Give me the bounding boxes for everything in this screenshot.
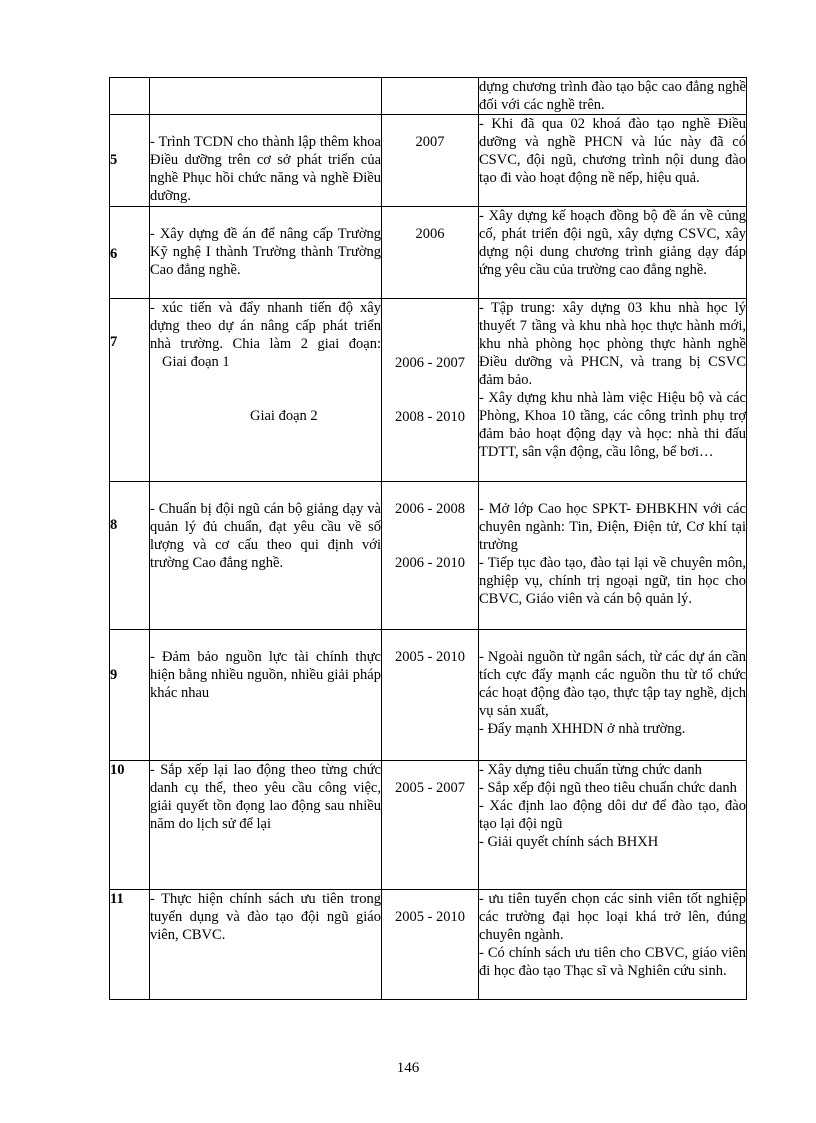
row-number: 9	[110, 630, 150, 761]
time-period: 2006 - 2010	[394, 555, 466, 571]
action-item: - Giải quyết chính sách BHXH	[479, 834, 659, 850]
task-cell: - Chuẩn bị đội ngũ cán bộ giảng dạy và quản lý đủ chuẩn, đạt yêu cầu về số lượng và cơ cấu theo qui định với trường Cao đẳng nghề.	[150, 482, 382, 630]
task-cell: - Đảm bảo nguồn lực tài chính thực hiện bằng nhiều nguồn, nhiều giải pháp khác nhau	[150, 630, 382, 761]
action-item: - ưu tiên tuyển chọn các sinh viên tốt nghiệp các trường đại học loại khá trở lên, đúng chuyên ngành.	[479, 891, 746, 943]
task-cell	[150, 299, 382, 482]
time-period: 2005 - 2007	[394, 780, 466, 796]
actions-cell	[479, 761, 747, 890]
action-item: - Xây dựng khu nhà làm việc Hiệu bộ và các Phòng, Khoa 10 tầng, các công trình phụ trợ đảm bảo hoạt động dạy và học: nhà thi đấu TDTT, sân vận động, cầu lông, bể bơi…	[479, 390, 746, 460]
table-row	[110, 207, 747, 299]
action-item: - Tập trung: xây dựng 03 khu nhà học lý thuyết 7 tầng và khu nhà học thực hành mới, khu nhà phòng học phòng thực hành nghề Điều dưỡng và PHCN, và trang bị CSVC đảm bảo.	[479, 300, 746, 388]
task-cell: - Xây dựng đề án để nâng cấp Trường Kỹ nghệ I thành Trường thành Trường Cao đẳng nghề.	[150, 207, 382, 299]
time-cell	[382, 890, 479, 1000]
action-item: - Đẩy mạnh XHHDN ở nhà trường.	[479, 721, 686, 737]
time-cell	[382, 78, 479, 115]
action-item: - Mở lớp Cao học SPKT- ĐHBKHN với các chuyên ngành: Tin, Điện, Điện tử, Cơ khí tại trường	[479, 501, 746, 553]
actions-cell	[479, 482, 747, 630]
action-item: - Xác định lao động dôi dư để đào tạo, đào tạo lại đội ngũ	[479, 798, 746, 832]
row-number: 11	[110, 890, 150, 1000]
time-period: 2007	[415, 134, 445, 150]
actions-cell	[479, 890, 747, 1000]
task-text: - xúc tiến và đẩy nhanh tiến độ xây dựng theo dự án nâng cấp phát triển nhà trường. Chia làm 2 giai đoạn:	[150, 300, 381, 352]
actions-cell: - Xây dựng kế hoạch đồng bộ đề án về củng cố, phát triển đội ngũ, xây dựng CSVC, xây dựng nội dung chương trình giảng dạy đáp ứng yêu cầu của trường cao đẳng nghề.	[479, 207, 747, 299]
table-row	[110, 78, 747, 115]
plan-table	[109, 77, 747, 1000]
table-row	[110, 115, 747, 207]
actions-cell: dựng chương trình đào tạo bậc cao đẳng nghề đối với các nghề trên.	[479, 79, 746, 113]
action-item: - Có chính sách ưu tiên cho CBVC, giáo viên đi học đào tạo Thạc sĩ và Nghiên cứu sinh.	[479, 945, 746, 979]
phase-label: Giai đoạn 2	[250, 408, 318, 424]
row-number	[110, 78, 150, 115]
row-number: 7	[110, 299, 150, 482]
task-cell: - Trình TCDN cho thành lập thêm khoa Điều dưỡng trên cơ sở phát triển của nghề Phục hồi chức năng và nghề Điều dưỡng.	[150, 115, 382, 207]
task-cell	[150, 78, 382, 115]
time-period: 2006 - 2007	[394, 355, 466, 371]
time-period: 2006 - 2008	[394, 501, 466, 517]
time-cell	[382, 482, 479, 630]
time-cell	[382, 115, 479, 207]
time-period: 2008 - 2010	[394, 409, 466, 425]
time-period: 2005 - 2010	[394, 649, 466, 665]
action-item: - Tiếp tục đào tạo, đào tại lại về chuyên môn, nghiệp vụ, chính trị ngoại ngữ, tin học cho CBVC, Giáo viên và cán bộ quản lý.	[479, 555, 746, 607]
action-item: - Ngoài nguồn từ ngân sách, từ các dự án cần tích cực đẩy mạnh các nguồn thu từ tổ chức các hoạt động đào tạo, thực tập tay nghề, dịch vụ sản xuất,	[479, 649, 746, 719]
time-cell	[382, 207, 479, 299]
table-row	[110, 299, 747, 482]
table-row	[110, 761, 747, 890]
task-cell: - Sắp xếp lại lao động theo từng chức danh cụ thể, theo yêu cầu công việc, giải quyết tồn đọng lao động sau nhiều năm do lịch sử để lại	[150, 761, 382, 890]
row-number: 6	[110, 207, 150, 299]
phase-label: Giai đoạn 1	[162, 354, 230, 370]
time-cell	[382, 761, 479, 890]
actions-cell	[479, 630, 747, 761]
time-cell	[382, 299, 479, 482]
time-period: 2005 - 2010	[394, 909, 466, 925]
time-period: 2006	[415, 226, 445, 242]
table-row	[110, 630, 747, 761]
row-number: 8	[110, 482, 150, 630]
table-row	[110, 482, 747, 630]
task-cell: - Thực hiện chính sách ưu tiên trong tuyển dụng và đào tạo đội ngũ giáo viên, CBVC.	[150, 890, 382, 1000]
row-number: 5	[110, 115, 150, 207]
action-item: - Xây dựng tiêu chuẩn từng chức danh	[479, 762, 702, 778]
action-item: - Sắp xếp đội ngũ theo tiêu chuẩn chức danh	[479, 780, 737, 796]
actions-cell	[479, 299, 747, 482]
table-row	[110, 890, 747, 1000]
row-number: 10	[110, 761, 150, 890]
page-number: 146	[396, 1060, 420, 1076]
time-cell	[382, 630, 479, 761]
actions-cell: - Khi đã qua 02 khoá đào tạo nghề Điều dưỡng và nghề PHCN và lúc này đã có CSVC, đội ngũ, chương trình nội dung đào tạo đi vào hoạt động nề nếp, hiệu quả.	[479, 115, 747, 207]
